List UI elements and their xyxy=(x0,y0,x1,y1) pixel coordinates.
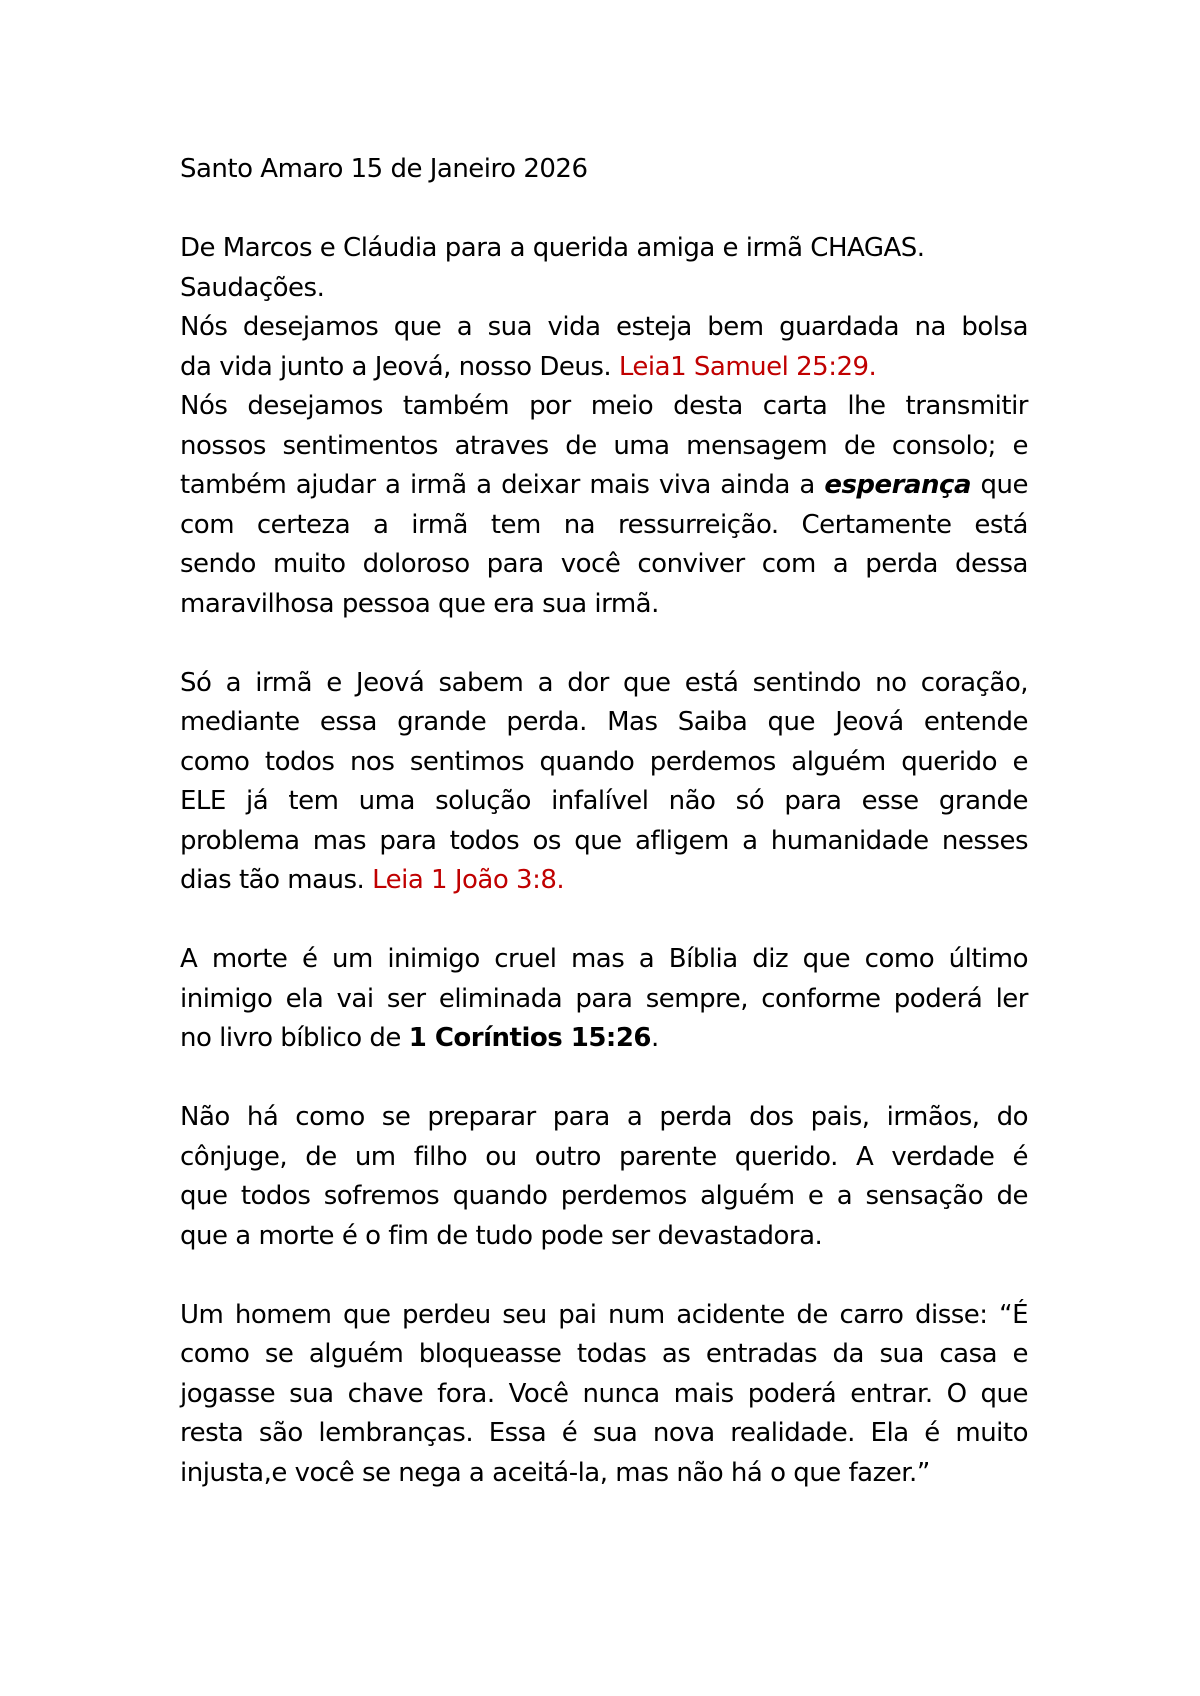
paragraph-line: com certeza a irmã tem na ressurreição. Certamente está xyxy=(180,509,1028,540)
paragraph-5 xyxy=(180,1296,1028,1494)
paragraph-line: Nós desejamos também por meio desta carta lhe transmitir xyxy=(180,391,1028,421)
paragraph-line: sendo muito doloroso para você conviver com a perda dessa xyxy=(180,549,1028,579)
spacer xyxy=(180,1059,1028,1099)
paragraph-1 xyxy=(180,308,1028,624)
paragraph-line: resta são lembranças. Essa é sua nova realidade. Ela é muito xyxy=(180,1418,1028,1448)
paragraph-line: mediante essa grande perda. Mas Saiba que Jeová entende xyxy=(180,707,1028,737)
line-text: . xyxy=(651,1023,659,1053)
emphasis-word: esperança xyxy=(824,470,972,500)
paragraph-line: cônjuge, de um filho ou outro parente querido. A verdade é xyxy=(180,1141,1028,1172)
paragraph-3 xyxy=(180,940,1028,1059)
paragraph-line: jogasse sua chave fora. Você nunca mais poderá entrar. O que xyxy=(180,1378,1028,1409)
paragraph-line: problema mas para todos os que afligem a humanidade nesses xyxy=(180,825,1028,856)
spacer xyxy=(180,624,1028,664)
paragraph-line: injusta,e você se nega a aceitá-la, mas não há o que fazer.” xyxy=(180,1457,930,1488)
paragraph-line: Um homem que perdeu seu pai num acidente de carro disse: “É xyxy=(180,1299,1028,1330)
paragraph-line: maravilhosa pessoa que era sua irmã. xyxy=(180,588,659,619)
paragraph-line: como se alguém bloqueasse todas as entradas da sua casa e xyxy=(180,1339,1028,1369)
spacer xyxy=(180,1256,1028,1296)
line-text: dias tão maus. xyxy=(180,865,373,895)
paragraph-line: que todos sofremos quando perdemos alguém e a sensação de xyxy=(180,1181,1028,1211)
paragraph-line xyxy=(180,466,1028,506)
paragraph-2 xyxy=(180,664,1028,901)
scripture-reference: Leia 1 João 3:8. xyxy=(372,865,565,895)
paragraph-line xyxy=(180,861,1028,901)
line-text: que xyxy=(971,470,1028,500)
spacer xyxy=(180,190,1028,230)
line-text: no livro bíblico de xyxy=(180,1023,409,1053)
spacer xyxy=(180,901,1028,941)
paragraph-line: que a morte é o fim de tudo pode ser devastadora. xyxy=(180,1220,823,1251)
scripture-reference: 1 Coríntios 15:26 xyxy=(408,1023,652,1053)
paragraph-line xyxy=(180,348,1028,388)
greeting-line: De Marcos e Cláudia para a querida amiga e irmã CHAGAS. xyxy=(180,233,925,263)
paragraph-4 xyxy=(180,1098,1028,1256)
line-text: da vida junto a Jeová, nosso Deus. xyxy=(180,351,619,382)
paragraph-line: ELE já tem uma solução infalível não só para esse grande xyxy=(180,786,1028,816)
letter-body xyxy=(180,150,1028,1493)
paragraph-line: Não há como se preparar para a perda dos pais, irmãos, do xyxy=(180,1102,1028,1132)
date-line: Santo Amaro 15 de Janeiro 2026 xyxy=(180,154,588,184)
paragraph-line: nossos sentimentos atraves de uma mensagem de consolo; e xyxy=(180,430,1028,461)
scripture-reference: Leia1 Samuel 25:29. xyxy=(618,351,877,382)
line-text: também ajudar a irmã a deixar mais viva ainda a xyxy=(180,470,825,500)
paragraph-line xyxy=(180,1019,1028,1059)
salutation: Saudações. xyxy=(180,272,325,303)
paragraph-line: como todos nos sentimos quando perdemos alguém querido e xyxy=(180,746,1028,777)
paragraph-line: Nós desejamos que a sua vida esteja bem guardada na bolsa xyxy=(180,312,1028,342)
paragraph-line: Só a irmã e Jeová sabem a dor que está sentindo no coração, xyxy=(180,667,1028,698)
paragraph-line: inimigo ela vai ser eliminada para sempre, conforme poderá ler xyxy=(180,983,1028,1014)
paragraph-line: A morte é um inimigo cruel mas a Bíblia diz que como último xyxy=(180,944,1028,974)
